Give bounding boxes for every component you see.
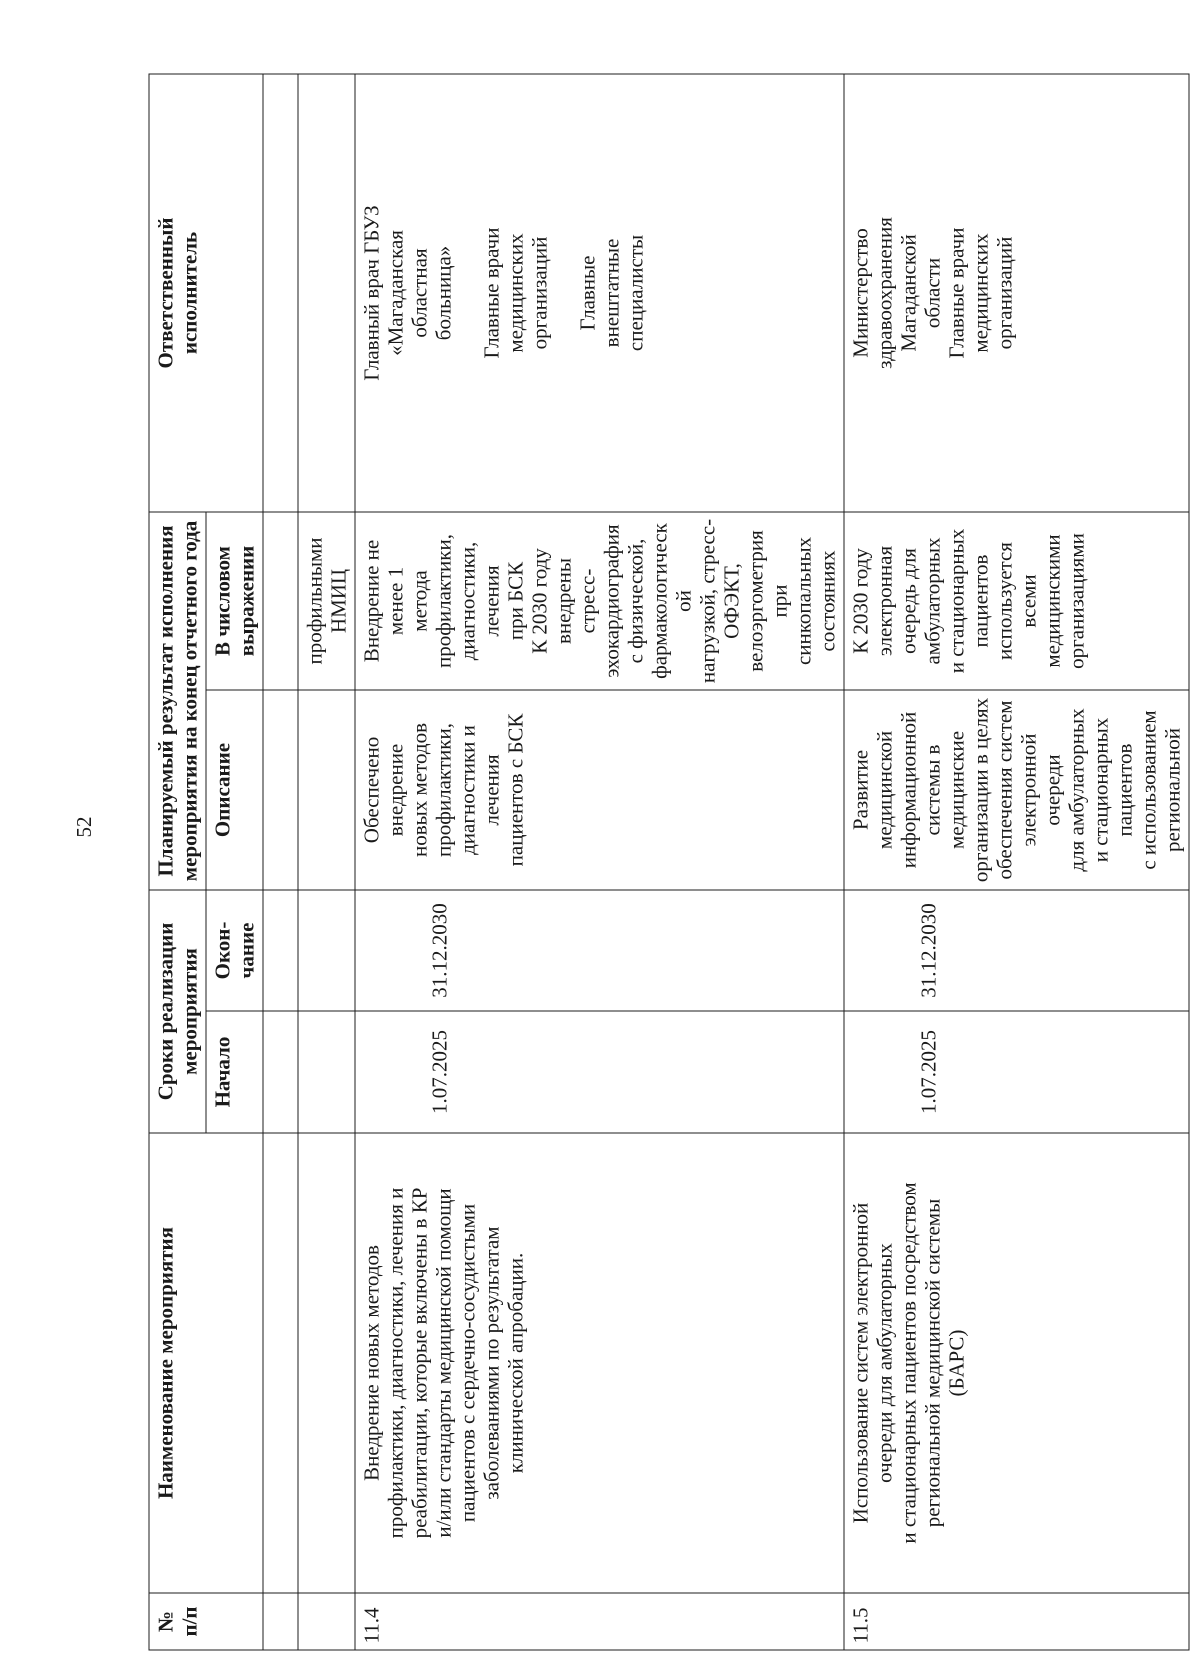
header-terms-end: Окон- чание [206, 889, 263, 1010]
header-terms: Сроки реализации мероприятия [149, 889, 206, 1132]
header-name: Наименование мероприятия [149, 1133, 263, 1593]
row-end-date: 31.12.2030 [844, 889, 1189, 1010]
row-result-num: Внедрение не менее 1 метода профилактики, диагностики, лечения при БСК К 2030 году внедрены стресс- эхокардиография с физической, фармакологической нагрузкой, стресс- ОФЭКТ, велоэргометрия при синкопальных состояниях [355, 511, 844, 689]
table-cell [263, 1133, 298, 1593]
header-result-desc: Описание [206, 689, 263, 889]
row-name: Использование систем электронной очереди для амбулаторных и стационарных пациентов посредством региональной медицинской системы (БАРС) [844, 1133, 1189, 1593]
document-table-rotated [149, 74, 1200, 1650]
table-cell [263, 889, 298, 1010]
table-cell [298, 73, 355, 511]
row-end-date: 31.12.2030 [355, 889, 844, 1010]
row-responsible: Министерство здравоохранения Магаданской области Главные врачи медицинских организаций [844, 73, 1189, 511]
carryover-result-num: профильными НМИЦ [298, 511, 355, 689]
table-row-11-5 [844, 73, 1189, 1649]
header-terms-start: Начало [206, 1011, 263, 1133]
table-cell [263, 689, 298, 889]
table-cell [263, 73, 298, 511]
header-result: Планируемый результат исполнения мероприятия на конец отчетного года [149, 511, 206, 889]
page-number: 52 [72, 816, 96, 838]
carryover-row [298, 73, 355, 1649]
row-start-date: 1.07.2025 [844, 1011, 1189, 1133]
row-start-date: 1.07.2025 [355, 1011, 844, 1133]
header-responsible: Ответственный исполнитель [149, 73, 263, 511]
header-result-num: В числовом выражении [206, 511, 263, 689]
header-num: № п/п [149, 1593, 263, 1650]
spacer-row [263, 73, 298, 1649]
table-cell [298, 889, 355, 1010]
row-num: 11.4 [355, 1593, 844, 1650]
row-result-desc: Развитие медицинской информационной системы в медицинские организации в целях обеспечения систем электронной очереди для амбулаторных и стационарных пациентов с использованием региональной [844, 689, 1189, 889]
table-cell [298, 689, 355, 889]
header-row-1 [149, 73, 206, 1649]
table-cell [263, 511, 298, 689]
table-cell [298, 1133, 355, 1593]
row-responsible: Главный врач ГБУЗ «Магаданская областная больница» Главные врачи медицинских организаций Главные внештатные специалисты [355, 73, 844, 511]
table-cell [298, 1593, 355, 1650]
table-cell [263, 1593, 298, 1650]
activities-table [149, 73, 1190, 1650]
row-result-num: К 2030 году электронная очередь для амбулаторных и стационарных пациентов используется всеми медицинскими организациями [844, 511, 1189, 689]
table-row-11-4 [355, 73, 844, 1649]
table-cell [263, 1011, 298, 1133]
row-name: Внедрение новых методов профилактики, диагностики, лечения и реабилитации, которые включены в КР и/или стандарты медицинской помощи пациентов с сердечно-сосудистыми заболеваниями по результатам клинической апробации. [355, 1133, 844, 1593]
row-num: 11.5 [844, 1593, 1189, 1650]
row-result-desc: Обеспечено внедрение новых методов профилактики, диагностики и лечения пациентов с БСК [355, 689, 844, 889]
table-cell [298, 1011, 355, 1133]
